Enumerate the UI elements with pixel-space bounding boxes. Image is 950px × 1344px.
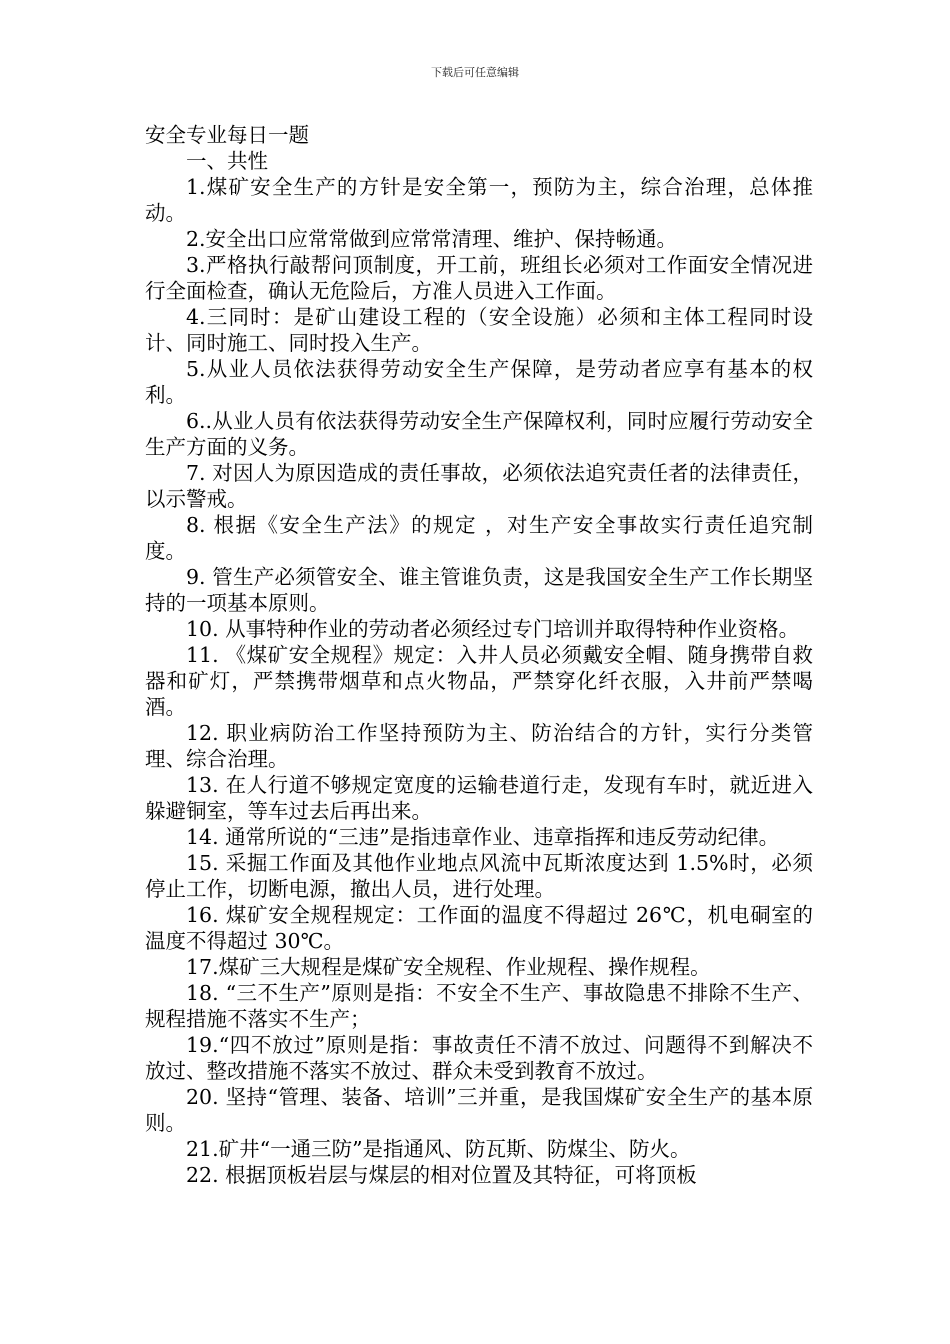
list-item: 12. 职业病防治工作坚持预防为主、防治结合的方针，实行分类管理、综合治理。 xyxy=(145,721,813,771)
list-item: 8. 根据《安全生产法》的规定 ，对生产安全事故实行责任追究制度。 xyxy=(145,513,813,563)
list-item: 14. 通常所说的“三违”是指违章作业、违章指挥和违反劳动纪律。 xyxy=(186,825,780,849)
list-item: 19.“四不放过”原则是指：事故责任不清不放过、问题得不到解决不放过、整改措施不落实不放过、群众未受到教育不放过。 xyxy=(145,1033,813,1083)
list-item: 7. 对因人为原因造成的责任事故，必须依法追究责任者的法律责任，以示警戒。 xyxy=(145,461,813,511)
list-item: 22. 根据顶板岩层与煤层的相对位置及其特征，可将顶板 xyxy=(186,1163,697,1187)
list-item: 4.三同时：是矿山建设工程的（安全设施）必须和主体工程同时设计、同时施工、同时投入生产。 xyxy=(145,305,813,355)
section-heading: 一、共性 xyxy=(186,149,268,173)
list-item: 10. 从事特种作业的劳动者必须经过专门培训并取得特种作业资格。 xyxy=(186,617,800,641)
document-body xyxy=(145,122,813,1188)
list-item: 11. 《煤矿安全规程》规定：入井人员必须戴安全帽、随身携带自救器和矿灯，严禁携带烟草和点火物品，严禁穿化纤衣服，入井前严禁喝酒。 xyxy=(145,643,813,719)
list-item: 3.严格执行敲帮问顶制度，开工前，班组长必须对工作面安全情况进行全面检查，确认无危险后，方准人员进入工作面。 xyxy=(145,253,813,303)
list-item: 6..从业人员有依法获得劳动安全生产保障权利，同时应履行劳动安全生产方面的义务。 xyxy=(145,409,813,459)
page-header-note: 下载后可任意编辑 xyxy=(431,66,519,79)
list-item: 18. “三不生产”原则是指：不安全不生产、事故隐患不排除不生产、规程措施不落实不生产； xyxy=(145,981,813,1031)
list-item: 21.矿井“一通三防”是指通风、防瓦斯、防煤尘、防火。 xyxy=(186,1137,691,1161)
item-list xyxy=(145,174,813,1188)
list-item: 9. 管生产必须管安全、谁主管谁负责，这是我国安全生产工作长期坚持的一项基本原则。 xyxy=(145,565,813,615)
list-item: 1.煤矿安全生产的方针是安全第一，预防为主，综合治理，总体推动。 xyxy=(145,175,813,225)
document-title: 安全专业每日一题 xyxy=(145,123,309,147)
list-item: 15. 采掘工作面及其他作业地点风流中瓦斯浓度达到 1.5%时，必须停止工作，切断电源，撤出人员，进行处理。 xyxy=(145,851,813,901)
list-item: 13. 在人行道不够规定宽度的运输巷道行走，发现有车时，就近进入躲避铜室，等车过去后再出来。 xyxy=(145,773,813,823)
list-item: 20. 坚持“管理、装备、培训”三并重，是我国煤矿安全生产的基本原则。 xyxy=(145,1085,813,1135)
list-item: 5.从业人员依法获得劳动安全生产保障，是劳动者应享有基本的权利。 xyxy=(145,357,813,407)
list-item: 17.煤矿三大规程是煤矿安全规程、作业规程、操作规程。 xyxy=(186,955,711,979)
list-item: 16. 煤矿安全规程规定：工作面的温度不得超过 26℃，机电硐室的温度不得超过 30℃。 xyxy=(145,903,813,953)
list-item: 2.安全出口应常常做到应常常清理、维护、保持畅通。 xyxy=(186,227,678,251)
